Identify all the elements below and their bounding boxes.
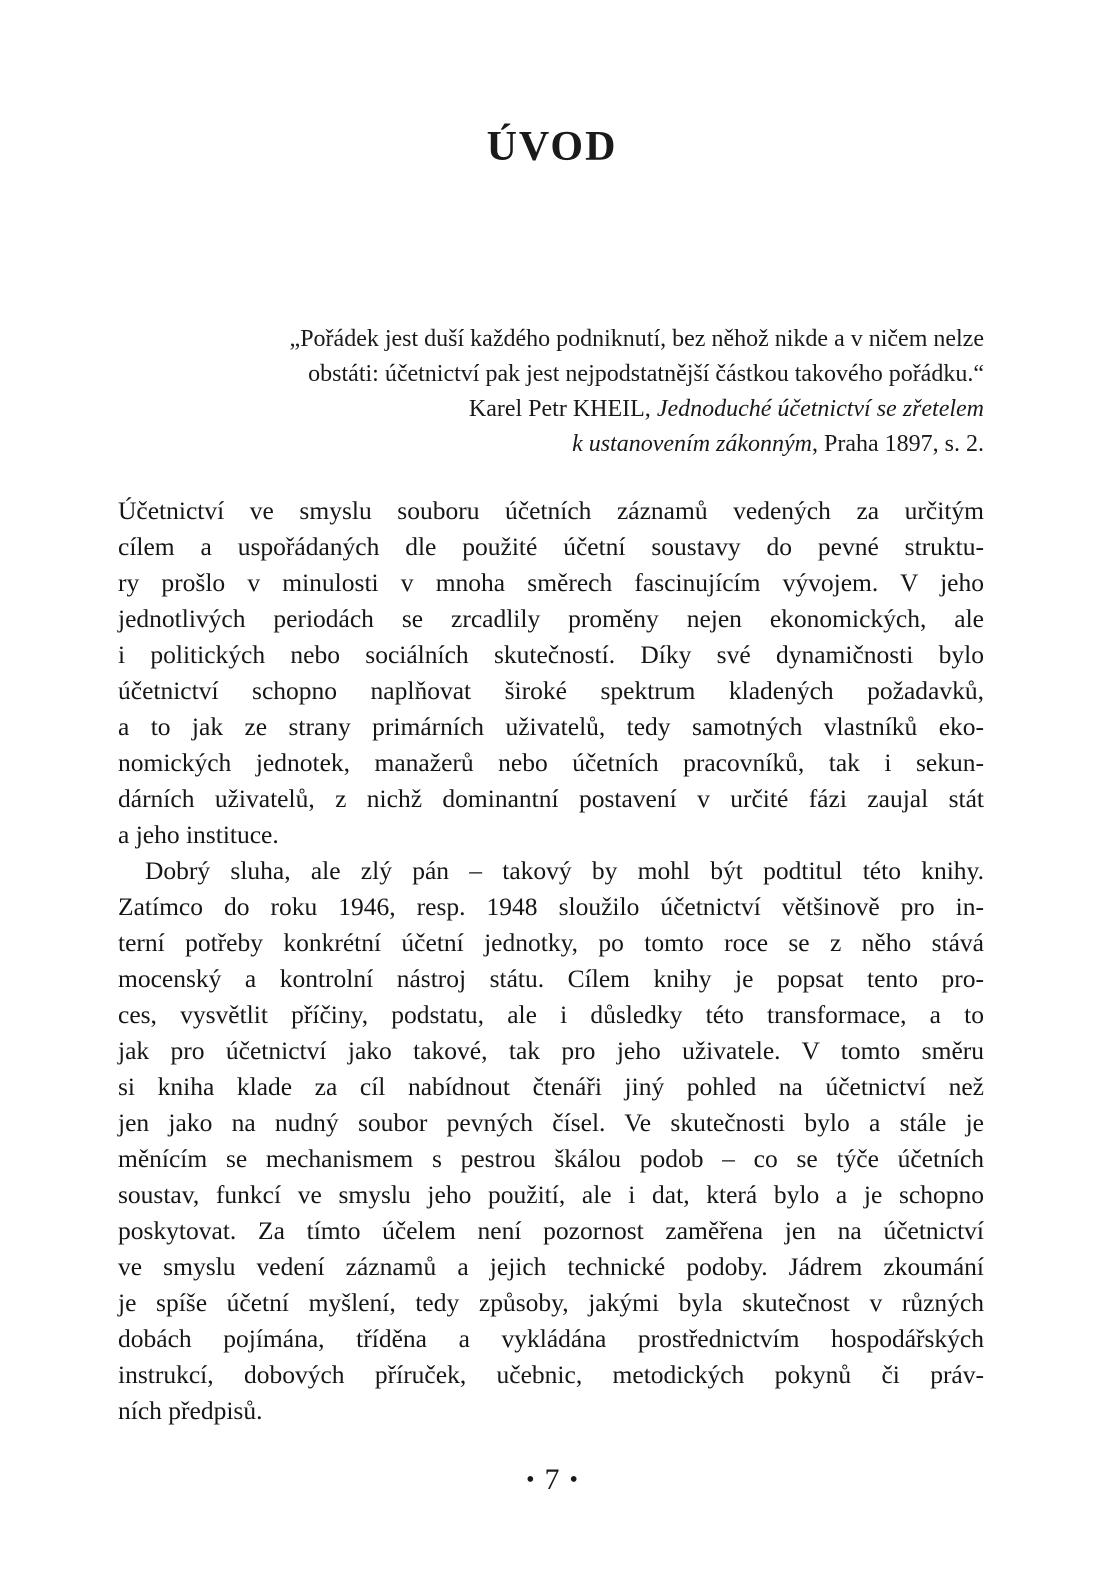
work-title-italic: Jednoduché účetnictví se zřetelem (656, 396, 984, 422)
epigraph-attribution-line (118, 392, 984, 427)
text-line: ry prošlo v minulosti v mnoha směrech fascinujícím vývojem. V jeho (118, 568, 984, 597)
text-line: měnícím se mechanismem s pestrou škálou podob – co se týče účetních (118, 1144, 984, 1173)
text-line: nomických jednotek, manažerů nebo účetních pracovníků, tak i sekun- (118, 748, 984, 777)
paragraph (118, 493, 984, 853)
text-line: Zatímco do roku 1946, resp. 1948 sloužilo účetnictví většinově pro in- (118, 892, 984, 921)
epigraph-attribution-line (118, 427, 984, 462)
text-line: Účetnictví ve smyslu souboru účetních záznamů vedených za určitým (118, 496, 984, 525)
bullet-decoration-icon: • (569, 1467, 578, 1493)
text-line: je spíše účetní myšlení, tedy způsoby, jakými byla skutečnost v různých (118, 1288, 984, 1317)
text-line: účetnictví schopno naplňovat široké spektrum kladených požadavků, (118, 676, 984, 705)
body-text (118, 493, 984, 1429)
text-line: jednotlivých periodách se zrcadlily proměny nejen ekonomických, ale (118, 604, 984, 633)
epigraph (118, 322, 984, 462)
paragraph (118, 853, 984, 1429)
bullet-decoration-icon: • (526, 1467, 535, 1493)
work-title-italic: k ustanovením zákonným (572, 431, 813, 457)
text-line: soustav, funkcí ve smyslu jeho použití, ale i dat, která bylo a je schopno (118, 1180, 984, 1209)
attribution-publication: , Praha 1897, s. 2. (812, 431, 984, 457)
text-line: ních předpisů. (118, 1396, 263, 1425)
chapter-title: ÚVOD (486, 124, 618, 170)
text-line: Dobrý sluha, ale zlý pán – takový by mohl být podtitul této knihy. (145, 856, 984, 885)
text-line: terní potřeby konkrétní účetní jednotky, po tomto roce se z něho stává (118, 928, 984, 957)
text-line: a jeho instituce. (118, 820, 279, 849)
text-line: a to jak ze strany primárních uživatelů, tedy samotných vlastníků eko- (118, 712, 984, 741)
text-line: cílem a uspořádaných dle použité účetní soustavy do pevné struktu- (118, 532, 984, 561)
text-line: i politických nebo sociálních skutečností. Díky své dynamičnosti bylo (118, 640, 984, 669)
text-line: ve smyslu vedení záznamů a jejich technické podoby. Jádrem zkoumání (118, 1252, 984, 1281)
text-line: jen jako na nudný soubor pevných čísel. Ve skutečnosti bylo a stále je (118, 1108, 984, 1137)
epigraph-quote-line: obstáti: účetnictví pak jest nejpodstatnější částkou takového pořádku.“ (308, 361, 984, 387)
text-line: jak pro účetnictví jako takové, tak pro jeho uživatele. V tomto směru (118, 1036, 984, 1065)
attribution-author: Karel Petr KHEIL, (468, 396, 657, 422)
text-line: poskytovat. Za tímto účelem není pozornost zaměřena jen na účetnictví (118, 1216, 984, 1245)
text-line: instrukcí, dobových příruček, učebnic, metodických pokynů či práv- (118, 1360, 984, 1389)
text-line: mocenský a kontrolní nástroj státu. Cílem knihy je popsat tento pro- (118, 964, 984, 993)
text-line: ces, vysvětlit příčiny, podstatu, ale i důsledky této transformace, a to (118, 1000, 984, 1029)
page-footer (0, 1463, 1104, 1497)
text-line: dárních uživatelů, z nichž dominantní postavení v určité fázi zaujal stát (118, 784, 984, 813)
epigraph-quote-line: „Pořádek jest duší každého podniknutí, bez něhož nikde a v ničem nelze (289, 326, 984, 352)
text-line: dobách pojímána, tříděna a vykládána prostřednictvím hospodářských (118, 1324, 984, 1353)
page-number: 7 (544, 1463, 560, 1496)
text-line: si kniha klade za cíl nabídnout čtenáři jiný pohled na účetnictví než (118, 1072, 984, 1101)
